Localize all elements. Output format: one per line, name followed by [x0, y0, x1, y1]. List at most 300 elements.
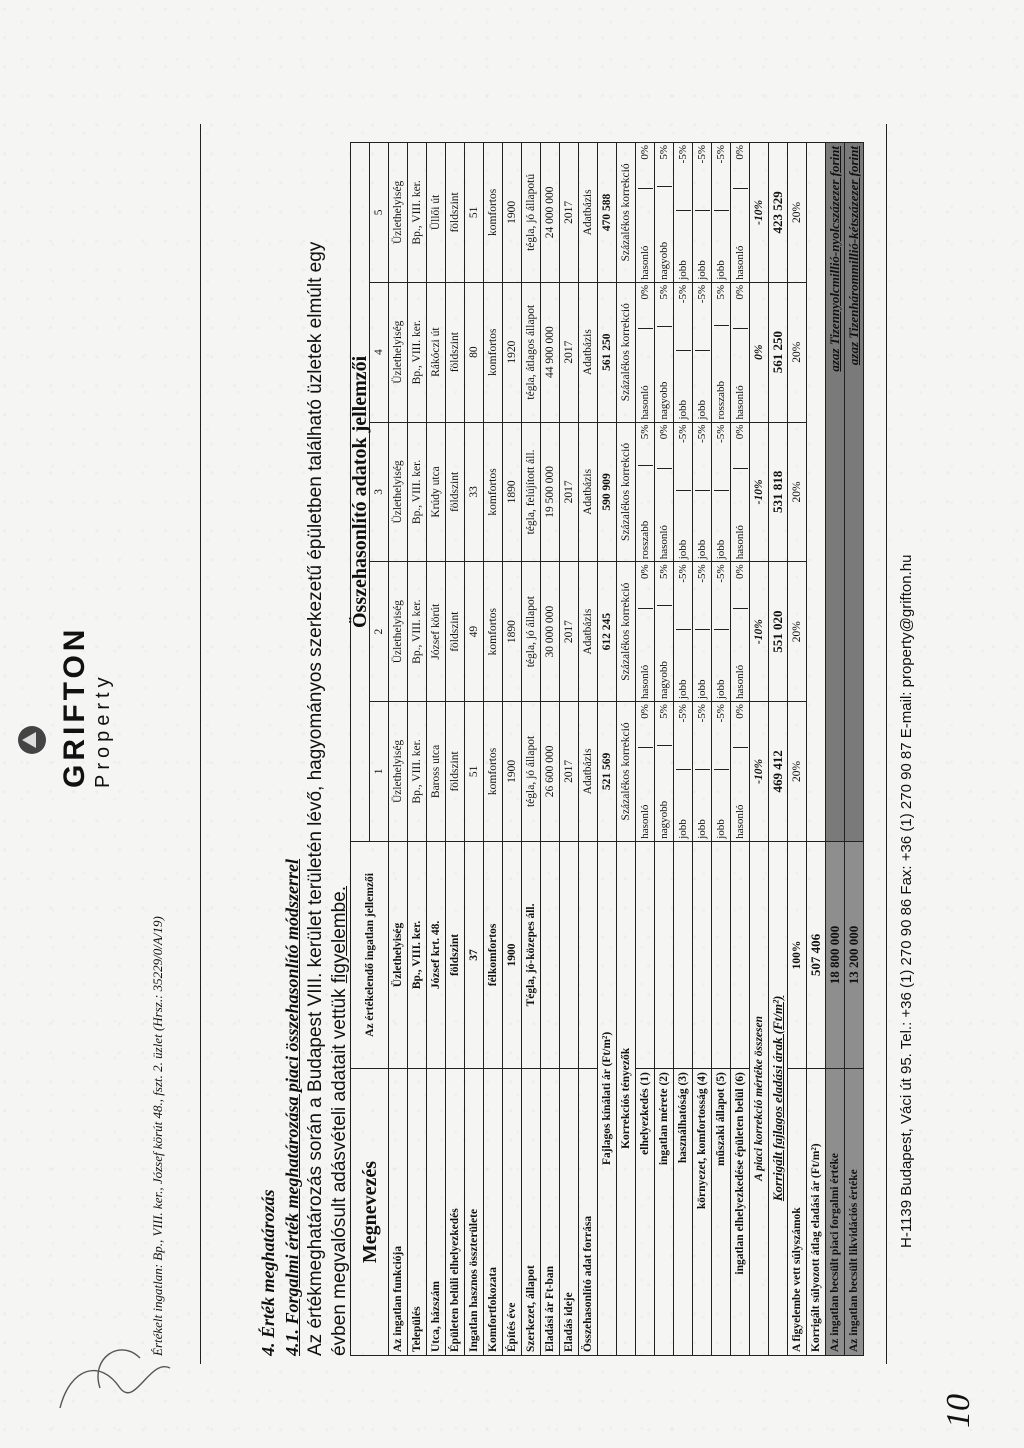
correction-cell — [655, 422, 674, 562]
comparable-value: 1900 — [503, 702, 522, 842]
row-label: Építés éve — [503, 1069, 522, 1356]
comparable-value: 2017 — [560, 562, 579, 702]
grifton-griffin-icon — [14, 720, 50, 760]
correction-percent: 0% — [734, 704, 746, 719]
correction-cell — [731, 562, 750, 702]
subject-value: Tégla, jó-közepes áll. — [522, 841, 541, 1068]
correction-pair — [695, 423, 710, 562]
comparable-value: földszint — [446, 422, 465, 562]
correction-percent: 0% — [639, 284, 651, 300]
comparable-value: József körút — [427, 562, 446, 702]
intro-paragraph — [304, 186, 352, 1356]
comparable-value: komfortos — [484, 422, 503, 562]
correction-percent: 0% — [734, 284, 746, 300]
comparable-value: Bp., VIII. ker. — [408, 702, 427, 842]
corrected-price-value: 469 412 — [769, 702, 788, 842]
correction-pair — [676, 702, 691, 841]
correction-pair — [657, 423, 672, 562]
comparable-value: 49 — [465, 562, 484, 702]
unit-price-value: 470 588 — [598, 143, 617, 283]
comparable-value: Bp., VIII. ker. — [408, 143, 427, 283]
comparable-value: földszint — [446, 143, 465, 283]
correction-pair — [695, 143, 710, 282]
correction-cell — [693, 282, 712, 422]
correction-pair — [657, 143, 672, 282]
table-row — [522, 143, 541, 1356]
correction-cell — [731, 422, 750, 562]
comparable-value: Adatbázis — [579, 282, 598, 422]
comparable-value: Bp., VIII. ker. — [408, 422, 427, 562]
correction-column-header: Százalékos korrekció — [617, 422, 636, 562]
correction-cell — [636, 282, 655, 422]
weights-row — [788, 143, 807, 1356]
market-correction-row — [750, 143, 769, 1356]
correction-comparison: nagyobb — [657, 186, 672, 282]
row-label: Eladás ideje — [560, 1069, 579, 1356]
correction-pair-row — [638, 562, 653, 701]
subject-value: Bp., VIII. ker. — [408, 841, 427, 1068]
correction-percent: -5% — [677, 284, 689, 304]
correction-pair — [695, 562, 710, 701]
correction-percent: -5% — [677, 424, 689, 443]
correction-cell — [693, 422, 712, 562]
correction-percent: -5% — [715, 145, 727, 164]
correction-comparison: hasonló — [638, 748, 653, 841]
row-label: Szerkezet, állapot — [522, 1069, 541, 1356]
correction-pair-row — [676, 702, 691, 841]
comparable-value: 19 500 000 — [541, 422, 560, 562]
correction-row — [693, 143, 712, 1356]
comparable-value: tégla, jó állapot — [522, 702, 541, 842]
comparable-value: Bp., VIII. ker. — [408, 562, 427, 702]
correction-subject — [731, 841, 750, 1068]
comparable-value: komfortos — [484, 562, 503, 702]
comparable-number: 3 — [370, 422, 389, 562]
comparable-value: Adatbázis — [579, 422, 598, 562]
weighted-average-row — [807, 143, 826, 1356]
correction-column-header: Százalékos korrekció — [617, 143, 636, 283]
correction-comparison: jobb — [714, 490, 729, 561]
correction-percent: -5% — [696, 424, 708, 443]
comparable-value: Üzlethelyiség — [389, 282, 408, 422]
sub-heading: 4.1. Forgalmi érték meghatározása piaci összehasonlító módszerrel — [282, 858, 302, 1356]
correction-cell — [636, 562, 655, 702]
correction-comparison: jobb — [714, 630, 729, 701]
correction-cell — [712, 702, 731, 842]
correction-cell — [731, 282, 750, 422]
correction-percent: 0% — [639, 704, 651, 719]
correction-percent: -5% — [696, 284, 708, 304]
correction-pair-row — [657, 562, 672, 701]
correction-comparison: hasonló — [638, 329, 653, 422]
correction-cell — [636, 702, 655, 842]
correction-pair — [733, 562, 748, 701]
unit-price-value: 590 909 — [598, 422, 617, 562]
weight-value: 20% — [788, 702, 807, 842]
correction-percent: -5% — [677, 704, 689, 723]
correction-comparison: jobb — [714, 211, 729, 282]
correction-cell — [674, 282, 693, 422]
correction-pair-row — [638, 702, 653, 841]
comparable-value: 1890 — [503, 562, 522, 702]
unit-price-value: 612 245 — [598, 562, 617, 702]
correction-percent: -5% — [696, 704, 708, 723]
row-label: Utca, házszám — [427, 1069, 446, 1356]
correction-pair — [733, 423, 748, 562]
correction-pair-row — [714, 143, 729, 282]
correction-percent: 5% — [658, 145, 670, 160]
comparable-value: Üzlethelyiség — [389, 702, 408, 842]
correction-comparison: jobb — [695, 490, 710, 561]
correction-pair — [638, 702, 653, 841]
correction-pair-row — [657, 423, 672, 562]
comparable-value: tégla, jó állapotú — [522, 143, 541, 283]
correction-pair — [657, 562, 672, 701]
correction-pair-row — [657, 283, 672, 422]
corrected-price-value: 531 818 — [769, 422, 788, 562]
correction-pair-row — [733, 562, 748, 701]
correction-comparison: hasonló — [733, 189, 748, 282]
comparable-value: 1900 — [503, 143, 522, 283]
correction-cell — [674, 422, 693, 562]
comparable-value: Krúdy utca — [427, 422, 446, 562]
correction-percent: 5% — [658, 704, 670, 719]
subject-value: földszint — [446, 841, 465, 1068]
correction-cell — [712, 143, 731, 283]
correction-pair-row — [657, 143, 672, 282]
correction-comparison: jobb — [676, 630, 691, 701]
correction-cell — [636, 422, 655, 562]
correction-pair-row — [695, 283, 710, 422]
comparable-value: komfortos — [484, 702, 503, 842]
correction-column-header: Százalékos korrekció — [617, 282, 636, 422]
correction-pair-row — [695, 143, 710, 282]
correction-percent: 0% — [639, 145, 651, 160]
market-correction-value: -10% — [750, 422, 769, 562]
correction-pair — [676, 283, 691, 422]
comparable-value: földszint — [446, 562, 465, 702]
weighted-average-label: Korrigált súlyozott átlag eladási ár (Ft/m²) — [807, 1069, 826, 1356]
correction-pair-row — [638, 283, 653, 422]
correction-pair — [714, 283, 729, 422]
correction-pair — [638, 423, 653, 562]
correction-pair — [733, 283, 748, 422]
comparable-value: 30 000 000 — [541, 562, 560, 702]
correction-pair-row — [733, 702, 748, 841]
correction-pair-row — [676, 562, 691, 701]
correction-cell — [731, 143, 750, 283]
comparison-table-body — [351, 143, 864, 1356]
correction-pair-row — [657, 702, 672, 841]
table-row — [408, 143, 427, 1356]
correction-row — [712, 143, 731, 1356]
comparable-value: 51 — [465, 143, 484, 283]
footer-address: H-1139 Budapest, Váci út 95. Tel.: +36 (1) 270 90 86 Fax: +36 (1) 270 90 87 E-mail: property@grifton.hu — [898, 554, 915, 1248]
correction-percent: -5% — [715, 564, 727, 583]
comparable-value: Adatbázis — [579, 143, 598, 283]
unit-price-row — [598, 143, 617, 1356]
correction-percent: -5% — [677, 145, 689, 164]
correction-label: használhatóság (3) — [674, 1069, 693, 1356]
correction-pair — [657, 283, 672, 422]
correction-label: elhelyezkedés (1) — [636, 1069, 655, 1356]
column-header-comparables: Összehasonlító adatok jellemzői — [351, 143, 370, 842]
comparable-value: földszint — [446, 702, 465, 842]
comparable-value: komfortos — [484, 282, 503, 422]
correction-percent: -5% — [696, 564, 708, 583]
table-row — [503, 143, 522, 1356]
correction-pair — [638, 562, 653, 701]
correction-column-header: Százalékos korrekció — [617, 562, 636, 702]
comparable-value: 2017 — [560, 422, 579, 562]
correction-percent: -5% — [677, 564, 689, 583]
weighted-average-blank — [807, 143, 826, 842]
subject-value: 37 — [465, 841, 484, 1068]
liquidation-value: 13 200 000 — [845, 841, 864, 1068]
correction-cell — [674, 702, 693, 842]
correction-pair-row — [695, 562, 710, 701]
weighted-average-value: 507 406 — [807, 841, 826, 1068]
correction-comparison: rosszabb — [714, 326, 729, 422]
comparable-value: tégla, jó állapot — [522, 562, 541, 702]
correction-pair-row — [714, 702, 729, 841]
comparable-value: 33 — [465, 422, 484, 562]
unit-price-value: 521 569 — [598, 702, 617, 842]
weight-value: 20% — [788, 422, 807, 562]
correction-cell — [655, 702, 674, 842]
correction-pair — [714, 143, 729, 282]
handwritten-page-number: 10 — [940, 1394, 977, 1428]
correction-comparison: jobb — [676, 770, 691, 841]
correction-pair-row — [676, 143, 691, 282]
subject-value — [579, 841, 598, 1068]
correction-comparison: hasonló — [733, 608, 748, 701]
row-label: Összehasonlító adat forrása — [579, 1069, 598, 1356]
market-correction-value: 0% — [750, 282, 769, 422]
comparable-value: Üzlethelyiség — [389, 143, 408, 283]
company-logo-text: GRIFTON — [58, 625, 91, 788]
correction-label: ingatlan elhelyezkedése épületen belül (6) — [731, 1069, 750, 1356]
correction-comparison: jobb — [676, 490, 691, 561]
correction-comparison: jobb — [695, 350, 710, 421]
correction-cell — [731, 702, 750, 842]
subject-value: 1900 — [503, 841, 522, 1068]
comparable-value: komfortos — [484, 143, 503, 283]
market-value-words: azaz Tizennyolcmillió-nyolcszázezer forint — [826, 143, 845, 842]
correction-comparison: hasonló — [638, 189, 653, 282]
correction-comparison: hasonló — [638, 608, 653, 701]
correction-label: környezet, komfortosság (4) — [693, 1069, 712, 1356]
correction-row — [731, 143, 750, 1356]
subject-value: félkomfortos — [484, 841, 503, 1068]
weight-value: 20% — [788, 143, 807, 283]
correction-pair-row — [733, 283, 748, 422]
market-correction-value: -10% — [750, 702, 769, 842]
row-label: Település — [408, 1069, 427, 1356]
correction-column-header: Százalékos korrekció — [617, 702, 636, 842]
correction-comparison: nagyobb — [657, 606, 672, 702]
correction-pair-row — [714, 562, 729, 701]
comparable-value: Üzlethelyiség — [389, 562, 408, 702]
table-header-row — [351, 143, 370, 1356]
correction-pair-row — [733, 423, 748, 562]
weight-value: 20% — [788, 282, 807, 422]
correction-cell — [636, 143, 655, 283]
correction-pair-row — [695, 702, 710, 841]
comparable-value: Adatbázis — [579, 562, 598, 702]
market-correction-label: A piaci korrekció mértéke összesen — [750, 841, 769, 1355]
correction-pair — [657, 702, 672, 841]
comparable-value: Bp., VIII. ker. — [408, 282, 427, 422]
correction-pair — [676, 562, 691, 701]
comparable-number: 2 — [370, 562, 389, 702]
correction-row — [636, 143, 655, 1356]
correction-cell — [712, 282, 731, 422]
market-correction-value: -10% — [750, 143, 769, 283]
market-value-row — [826, 143, 845, 1356]
valued-property-line: Értékelt ingatlan: Bp., VIII. ker., József körút 48., fszt. 2. üzlet (Hrsz.: 35229/0/A/19) — [150, 916, 165, 1356]
unit-price-label: Fajlagos kínálati ár (Ft/m²) — [598, 841, 617, 1355]
correction-comparison: hasonló — [733, 748, 748, 841]
correction-cell — [674, 562, 693, 702]
row-label: Ingatlan hasznos összterülete — [465, 1069, 484, 1356]
subject-value: József krt. 48. — [427, 841, 446, 1068]
correction-pair-row — [638, 423, 653, 562]
correction-pair-row — [695, 423, 710, 562]
table-row — [560, 143, 579, 1356]
correction-comparison: jobb — [714, 770, 729, 841]
comparable-value: földszint — [446, 282, 465, 422]
table-row — [465, 143, 484, 1356]
correction-comparison: hasonló — [657, 469, 672, 562]
correction-cell — [655, 562, 674, 702]
column-header-subject: Az értékelendő ingatlan jellemzői — [351, 841, 389, 1068]
correction-comparison: hasonló — [733, 329, 748, 422]
comparable-value: Rákóczi út — [427, 282, 446, 422]
comparable-value: tégla, átlagos állapot — [522, 282, 541, 422]
correction-cell — [655, 143, 674, 283]
weights-label: A figyelembe vett súlyszámok — [788, 1069, 807, 1356]
correction-pair-row — [638, 143, 653, 282]
correction-pair-row — [714, 423, 729, 562]
correction-comparison: jobb — [676, 350, 691, 421]
unit-price-value: 561 250 — [598, 282, 617, 422]
correction-comparison: jobb — [695, 770, 710, 841]
correction-percent: -5% — [715, 704, 727, 723]
comparable-value: 26 600 000 — [541, 702, 560, 842]
correction-pair — [733, 702, 748, 841]
correction-subject — [693, 841, 712, 1068]
correction-percent: 5% — [639, 424, 651, 440]
comparable-value: 51 — [465, 702, 484, 842]
correction-pair-row — [676, 423, 691, 562]
correction-percent: 0% — [639, 564, 651, 579]
correction-subject — [674, 841, 693, 1068]
correction-subject — [636, 841, 655, 1068]
comparable-number: 1 — [370, 702, 389, 842]
correction-pair — [638, 283, 653, 422]
correction-header-row — [617, 143, 636, 1356]
comparable-value: 2017 — [560, 702, 579, 842]
correction-percent: 0% — [658, 424, 670, 440]
comparable-value: Baross utca — [427, 702, 446, 842]
comparable-value: Üzlethelyiség — [389, 422, 408, 562]
liquidation-value-words: azaz Tizenhárommillió-kétszázezer forint — [845, 143, 864, 842]
correction-cell — [693, 702, 712, 842]
comparable-value: Üllői út — [427, 143, 446, 283]
comparable-value: 80 — [465, 282, 484, 422]
correction-percent: 5% — [658, 284, 670, 300]
comparable-value: 2017 — [560, 143, 579, 283]
corrected-price-label: Korrigált fajlagos eladási árak (Ft/m²) — [769, 841, 788, 1355]
weight-value: 20% — [788, 562, 807, 702]
correction-comparison: rosszabb — [638, 465, 653, 561]
correction-cell — [712, 422, 731, 562]
correction-pair — [714, 423, 729, 562]
market-value-label: Az ingatlan becsült piaci forgalmi értéke — [826, 1069, 845, 1356]
correction-comparison: jobb — [676, 211, 691, 282]
correction-comparison: hasonló — [733, 469, 748, 562]
correction-factors-label: Korrekciós tényezők — [617, 841, 636, 1355]
correction-pair — [714, 702, 729, 841]
correction-comparison: nagyobb — [657, 326, 672, 422]
correction-pair — [638, 143, 653, 282]
intro-text: Az értékmeghatározás során a Budapest VIII. kerület területén lévő, hagyományos szerkezetű épületben található üzletek elmúlt egy évben megvalósult adásvételi adatait vettük — [305, 241, 350, 1356]
weights-subject: 100% — [788, 841, 807, 1068]
comparable-value: 1920 — [503, 282, 522, 422]
correction-percent: -5% — [696, 145, 708, 164]
correction-pair — [733, 143, 748, 282]
correction-cell — [693, 143, 712, 283]
footer-rule — [886, 124, 887, 1364]
correction-percent: 5% — [658, 564, 670, 579]
correction-pair — [695, 283, 710, 422]
correction-percent: 0% — [734, 564, 746, 579]
correction-cell — [712, 562, 731, 702]
comparable-number: 5 — [370, 143, 389, 283]
intro-text-end: figyelembe. — [329, 885, 350, 984]
subject-value — [541, 841, 560, 1068]
table-row — [484, 143, 503, 1356]
subject-value — [560, 841, 579, 1068]
correction-percent: 5% — [715, 284, 727, 300]
correction-pair — [695, 702, 710, 841]
liquidation-value-row — [845, 143, 864, 1356]
correction-pair — [714, 562, 729, 701]
table-row — [541, 143, 560, 1356]
correction-label: műszaki állapot (5) — [712, 1069, 731, 1356]
corrected-price-row — [769, 143, 788, 1356]
comparison-table — [350, 142, 864, 1356]
correction-subject — [655, 841, 674, 1068]
corrected-price-value: 551 020 — [769, 562, 788, 702]
corrected-price-value: 561 250 — [769, 282, 788, 422]
correction-cell — [674, 143, 693, 283]
market-value: 18 800 000 — [826, 841, 845, 1068]
comparable-value: tégla, felújított áll. — [522, 422, 541, 562]
correction-pair-row — [714, 283, 729, 422]
correction-percent: 0% — [734, 145, 746, 160]
row-label: Komfortfokozata — [484, 1069, 503, 1356]
correction-comparison: jobb — [695, 211, 710, 282]
correction-label: ingatlan mérete (2) — [655, 1069, 674, 1356]
correction-percent: -5% — [715, 424, 727, 443]
comparable-number: 4 — [370, 282, 389, 422]
correction-subject — [712, 841, 731, 1068]
section-heading: 4. Érték meghatározás — [258, 1189, 278, 1356]
liquidation-value-label: Az ingatlan becsült likvidációs értéke — [845, 1069, 864, 1356]
market-correction-value: -10% — [750, 562, 769, 702]
